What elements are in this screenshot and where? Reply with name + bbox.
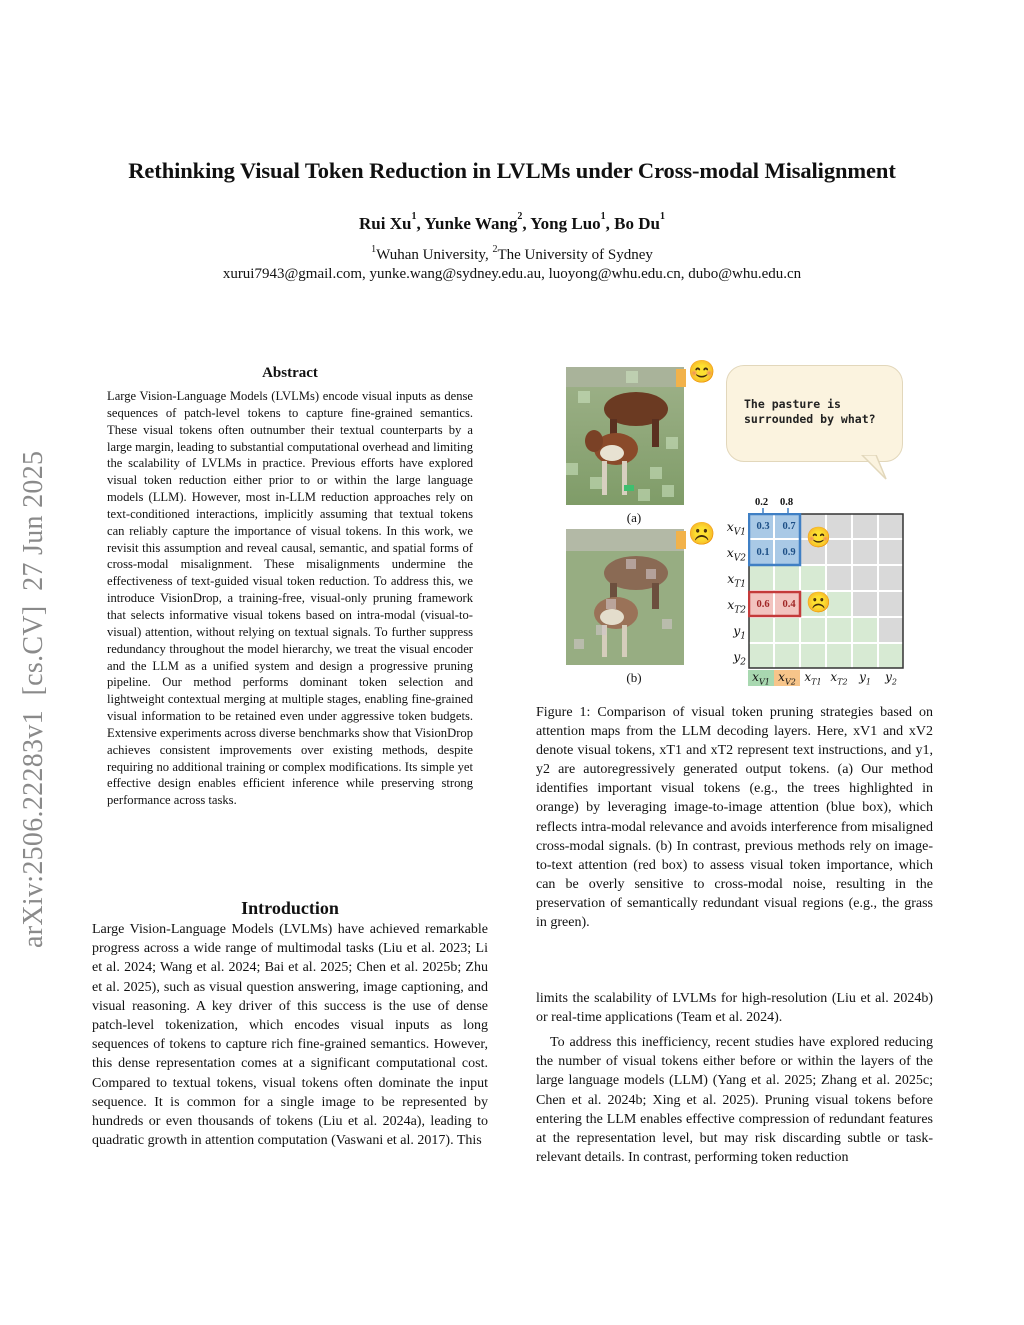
body-paragraph: To address this inefficiency, recent studies have explored reducing the number of visual tokens either before or within the layers of the large language models (LLM) (Yang et al. 2025; Zhang et al. 2025c; Chen et al. 2024b; Xing et al. 2025). Pruning visual tokens before entering the LLM enables effective compression of redundant features at the representation level, but may risk discarding subtle or task-relevant details. In contrast, performing token reduction (536, 1035, 933, 1166)
affiliation: The University of Sydney (497, 247, 653, 263)
grid-cell (878, 513, 904, 539)
author-name: Bo Du (614, 214, 660, 233)
introduction-text: Large Vision-Language Models (LVLMs) have achieved remarkable progress across a wide range of multimodal tasks (Liu et al. 2023; Li et al. 2024; Wang et al. 2024; Bai et al. 2025; Chen et al. 2025b; Zhu et al. 2025), such as visual question answering, image captioning, and visual reasoning. A key driver of this success is the use of dense patch-level tokenization, which encodes visual inputs as long sequences of tokens to capture rich fine-grained semantics. However, this dense representation comes at a significant computational cost. Compared to textual tokens, visual tokens often dominate the input sequence. It is common for a single image to be represented by hundreds or even thousands of tokens (Liu et al. 2024a), leading to quadratic growth in attention computation (Vaswani et al. 2017). This (92, 922, 488, 1149)
grid-cell (852, 513, 878, 539)
col-label: $x_{V1}$ (748, 670, 774, 686)
affiliation: Wuhan University, (376, 247, 489, 263)
row-label: $y_2$ (733, 649, 746, 668)
red-cell-value: 0.4 (782, 599, 796, 610)
grid-cell (878, 591, 904, 617)
grid-cell (748, 565, 774, 591)
author-list: Rui Xu$^1$, Yunke Wang$^2$, Yong Luo$^1$, Bo Du$^1$ (359, 211, 665, 233)
affil-sup: 2 (492, 244, 498, 255)
col-label: $x_{V2}$ (774, 670, 800, 686)
grid-cell (852, 565, 878, 591)
top-value: 0.2 (755, 497, 769, 508)
blue-cell-value: 0.7 (782, 521, 796, 532)
abstract-text: Large Vision-Language Models (LVLMs) encode visual inputs as dense sequences of patch-level tokens to capture fine-grained semantics. These visual tokens often outnumber their textual counterparts by a large margin, leading to substantial computational overhead and limiting the scalability of LVLMs in practice. Previous efforts have explored visual token reduction either prior to or within the large language models (LLM). However, most in-LLM reduction approaches rely on text-conditioned interactions, implicitly assuming that textual tokens can reliably capture the importance of visual tokens. In this work, we revisit this assumption and reveal causal, semantic, and spatial forms of cross-modal misalignment. These misalignments undermine the effectiveness of text-guided visual token reduction. To address this, we introduce VisionDrop, a training-free, visual-only pruning framework that selects informative visual tokens based on intra-modal (visual-to-visual) attention, without relying on textual signals. To further suppress redundancy throughout the model hierarchy, we treat the visual encoder and the LLM as a unified system and design a progressive pruning pipeline. Our method performs dominant token selection and lightweight contextual merging at multiple stages, enabling fine-grained visual information to be retained even under aggressive token budgets. Extensive experiments across diverse benchmarks show that VisionDrop achieves consistent improvements over existing methods, despite requiring no additional training or complex modifications. Its simple yet effective design enables efficient inference while preserving strong performance across tasks. (107, 389, 473, 808)
grid-cell (774, 617, 800, 643)
panel-a-label: (a) (626, 510, 642, 525)
introduction-heading: Introduction (241, 898, 339, 918)
col-label: $x_{T1}$ (804, 670, 822, 687)
grid-cell (800, 565, 826, 591)
blue-cell-value: 0.9 (782, 547, 796, 558)
cow-image-b (566, 529, 684, 665)
author-sup: 2 (517, 211, 523, 222)
sad-face-icon: ☹️ (806, 592, 831, 614)
grid-cell (852, 617, 878, 643)
red-cell-value: 0.6 (756, 599, 770, 610)
grid-cell (826, 617, 852, 643)
grid-cell (748, 643, 774, 669)
grid-cell (852, 591, 878, 617)
author-sup: 1 (411, 211, 417, 222)
abstract-heading: Abstract (262, 365, 318, 381)
grid-cell (878, 643, 904, 669)
blue-cell-value: 0.3 (756, 521, 770, 532)
row-label: $y_1$ (733, 623, 746, 642)
cow-image-a (566, 367, 684, 505)
grid-cell (800, 643, 826, 669)
row-label: $x_{V1}$ (726, 519, 746, 538)
grid-cell (878, 539, 904, 565)
arxiv-id: arXiv:2506.22283v1 [cs.CV] 27 Jun 2025 (18, 450, 49, 948)
affiliations (0, 244, 1024, 264)
col-label: $x_{T2}$ (830, 670, 848, 687)
orange-token-marker (676, 531, 686, 549)
col-label: $y_2$ (885, 670, 897, 687)
col-label: $y_1$ (859, 670, 871, 687)
happy-face-icon: 😊 (806, 527, 831, 549)
grid-cell (774, 643, 800, 669)
panel-b-label: (b) (626, 670, 642, 685)
grid-cell (800, 617, 826, 643)
top-value: 0.8 (780, 497, 794, 508)
affil-sup: 1 (371, 244, 377, 255)
body-paragraph: limits the scalability of LVLMs for high-resolution (Liu et al. 2024b) or real-time applications (Team et al. 2024). (536, 991, 933, 1026)
grid-cell (852, 643, 878, 669)
happy-face-icon: 😊 (688, 359, 716, 384)
row-label: $x_{V2}$ (726, 545, 746, 564)
grid-cell (774, 565, 800, 591)
grid-cell (878, 565, 904, 591)
row-label: $x_{T2}$ (727, 597, 746, 616)
paper-title: Rethinking Visual Token Reduction in LVLMs under Cross-modal Misalignment (128, 158, 896, 183)
grid-cell (826, 565, 852, 591)
blue-cell-value: 0.1 (756, 547, 770, 558)
grid-cell (878, 617, 904, 643)
grid-cell (826, 643, 852, 669)
author-sup: 1 (660, 211, 665, 222)
sad-face-icon: ☹️ (688, 521, 716, 546)
author-name: Rui Xu (359, 214, 412, 233)
row-label: $x_{T1}$ (727, 571, 746, 590)
figure-caption: Figure 1: Comparison of visual token pruning strategies based on attention maps from the LLM decoding layers. Here, xV1 and xV2 denote visual tokens, xT1 and xT2 represent text instructions, and y1, y2 are autoregressively generated output tokens. (a) Our method identifies important visual tokens (e.g., the trees highlighted in orange) by leveraging image-to-image attention (blue box), which reflects intra-modal relevance and avoids interference from misaligned cross-modal signals. (b) In contrast, previous methods rely on image-to-text attention (red box) to assess visual token importance, which can be overly sensitive to cross-modal noise, resulting in the preservation of semantically redundant visual regions (e.g., the grass in green). (536, 705, 933, 931)
question-text: The pasture is surrounded by what? (744, 397, 876, 426)
author-emails: xurui7943@gmail.com, yunke.wang@sydney.edu.au, luoyong@whu.edu.cn, dubo@whu.edu.cn (222, 266, 802, 282)
author-name: Yong Luo (530, 214, 601, 233)
author-sup: 1 (600, 211, 606, 222)
bubble-tail (860, 455, 890, 485)
grid-cell (748, 617, 774, 643)
author-name: Yunke Wang (424, 214, 518, 233)
grid-cell (852, 539, 878, 565)
orange-token-marker (676, 369, 686, 387)
